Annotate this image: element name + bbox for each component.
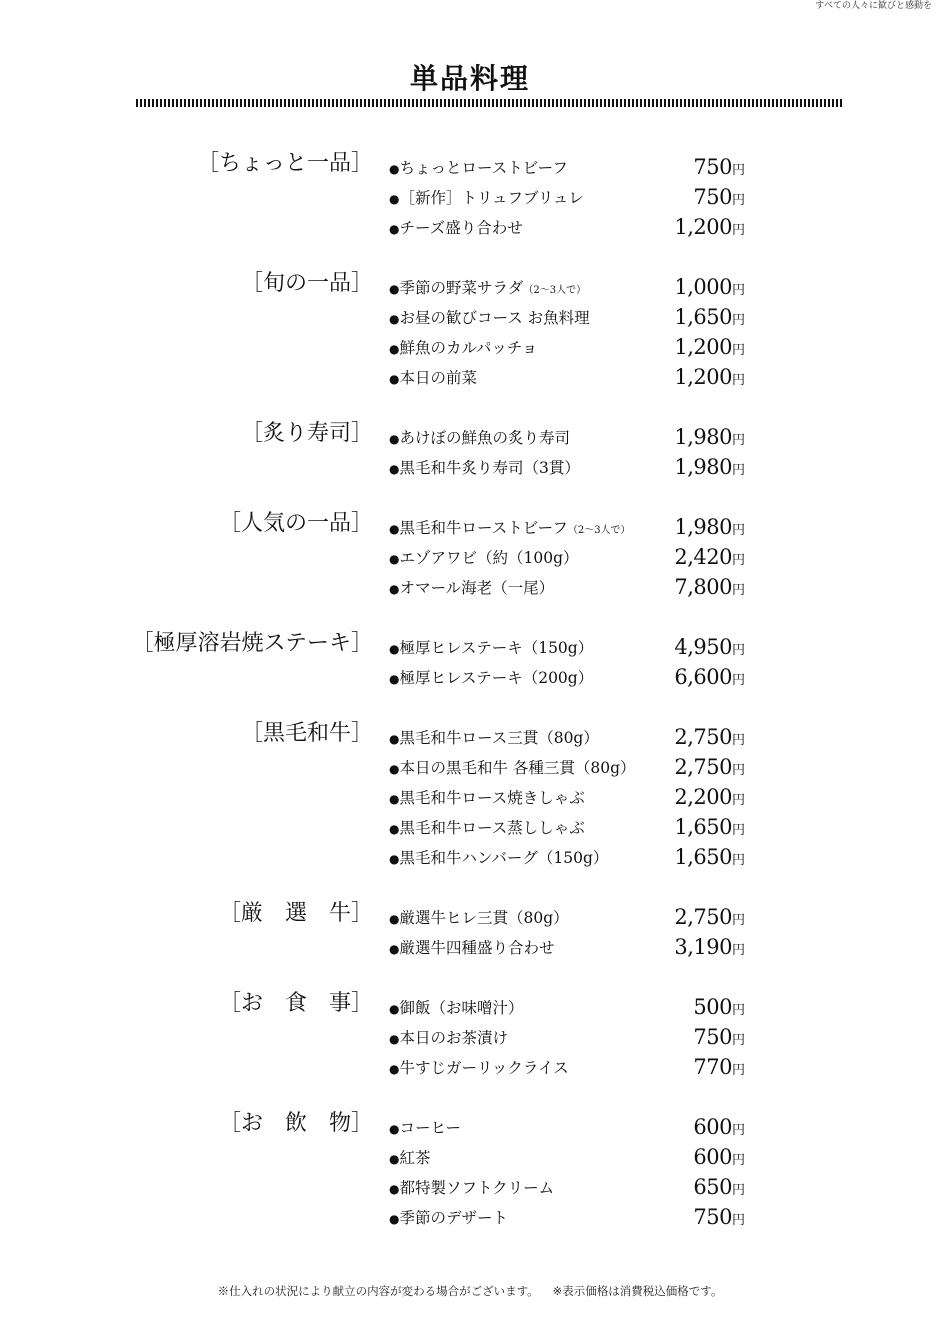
menu-item [389,332,745,362]
item-name-group [389,1206,508,1228]
item-name-group [389,426,570,448]
menu-item [389,272,745,302]
item-name-group [389,1176,554,1198]
menu-item [389,302,745,332]
item-price-group [693,1055,745,1079]
item-name-group [389,576,554,598]
item-name-group [389,216,523,238]
item-price: 1,200 [674,365,732,389]
bullet-icon: ● [389,552,400,566]
item-name: 厳選牛ヒレ三貫（80g） [399,909,569,927]
item-price-group [674,515,745,539]
item-name: 季節のデザート [399,1209,508,1227]
section-label: ［厳 選 牛］ [218,901,373,926]
bullet-icon: ● [389,822,400,836]
item-name-group [389,456,580,478]
currency-label: 円 [731,853,745,868]
menu-section [0,272,940,392]
section-label: ［お 飲 物］ [218,1111,373,1136]
menu-item [389,812,745,842]
item-price: 2,750 [674,905,732,929]
item-price: 1,650 [674,815,732,839]
item-name-group [389,936,555,958]
menu-item [389,572,745,602]
menu-section [0,152,940,242]
section-items [389,722,745,872]
currency-label: 円 [731,523,745,538]
item-price: 7,800 [674,575,732,599]
item-price-group [674,455,745,479]
menu-item [389,1142,745,1172]
item-name: 極厚ヒレステーキ（200g） [399,669,594,687]
footer [0,1283,940,1299]
item-name: 黒毛和牛ロース焼きしゃぶ [399,789,585,807]
menu-item [389,362,745,392]
section-label: ［お 食 事］ [218,991,373,1016]
item-name-group [389,186,584,208]
item-price: 650 [693,1175,732,1199]
item-price: 1,200 [674,335,732,359]
bullet-icon: ● [389,1062,400,1076]
item-name: 本日の前菜 [399,369,477,387]
item-price: 500 [693,995,732,1019]
section-label: ［旬の一品］ [240,271,373,296]
menu-item [389,902,745,932]
item-price: 770 [693,1055,732,1079]
currency-label: 円 [731,793,745,808]
item-name-group [389,336,537,358]
section-label: ［極厚溶岩焼ステーキ］ [131,631,373,656]
menu-section [0,1112,940,1232]
bullet-icon: ● [389,672,400,686]
menu-section [0,902,940,962]
item-price: 1,000 [674,275,732,299]
menu-item [389,1052,745,1082]
item-price: 600 [693,1145,732,1169]
item-price-group [674,305,745,329]
item-price-group [674,725,745,749]
currency-label: 円 [731,223,745,238]
bullet-icon: ● [389,282,400,296]
section-items [389,1112,745,1232]
section-items [389,992,745,1082]
currency-label: 円 [731,673,745,688]
item-price-group [674,755,745,779]
item-name-group [389,996,524,1018]
item-name: 黒毛和牛ローストビーフ [399,519,568,537]
item-name: エゾアワビ（約（100g） [399,549,579,567]
section-items [389,422,745,482]
item-price-group [674,905,745,929]
menu-item [389,152,745,182]
item-name-group [389,816,585,838]
currency-label: 円 [731,823,745,838]
item-price: 1,980 [674,425,732,449]
bullet-icon: ● [389,1122,400,1136]
item-price-group [674,575,745,599]
menu-section [0,632,940,692]
bullet-icon: ● [389,222,400,236]
item-name: 黒毛和牛ロース三貫（80g） [399,729,599,747]
item-price: 750 [693,1205,732,1229]
item-price: 750 [693,185,732,209]
currency-label: 円 [731,553,745,568]
section-label: ［炙り寿司］ [240,421,373,446]
item-price-group [693,1145,745,1169]
item-name: オマール海老（一尾） [399,579,555,597]
section-items [389,632,745,692]
item-name-group [389,156,568,178]
item-name-group [389,546,579,568]
item-price: 4,950 [674,635,732,659]
item-name: 黒毛和牛ハンバーグ（150g） [399,849,609,867]
bullet-icon: ● [389,342,400,356]
bullet-icon: ● [389,1152,400,1166]
currency-label: 円 [731,1123,745,1138]
bullet-icon: ● [389,762,400,776]
bullet-icon: ● [389,1002,400,1016]
menu-section [0,512,940,602]
item-name: 極厚ヒレステーキ（150g） [399,639,594,657]
menu-item [389,1112,745,1142]
item-price-group [674,275,745,299]
item-price-group [674,365,745,389]
currency-label: 円 [731,913,745,928]
item-price-group [674,845,745,869]
currency-label: 円 [731,1153,745,1168]
item-name: 鮮魚のカルパッチョ [399,339,538,357]
menu-item [389,782,745,812]
item-price: 1,650 [674,305,732,329]
bullet-icon: ● [389,792,400,806]
item-name-group [389,846,608,868]
item-name-group [389,756,636,778]
item-note: （2〜3人で） [567,525,631,536]
section-items [389,902,745,962]
item-price: 1,980 [674,455,732,479]
item-price: 3,190 [674,935,732,959]
currency-label: 円 [731,373,745,388]
bullet-icon: ● [389,582,400,596]
item-price-group [674,935,745,959]
footer-note-stock: ※仕入れの状況により献立の内容が変わる場合がございます。 [217,1284,539,1298]
menu-item [389,632,745,662]
bullet-icon: ● [389,522,400,536]
menu-item [389,992,745,1022]
currency-label: 円 [731,1183,745,1198]
section-label: ［黒毛和牛］ [240,721,373,746]
currency-label: 円 [731,733,745,748]
menu-item [389,182,745,212]
item-price-group [674,545,745,569]
menu-item [389,1202,745,1232]
currency-label: 円 [731,763,745,778]
item-name: チーズ盛り合わせ [399,219,523,237]
item-name: ［新作］トリュフブリュレ [399,189,584,207]
item-name: 本日の黒毛和牛 各種三貫（80g） [399,759,636,777]
bullet-icon: ● [389,852,400,866]
item-name-group [389,1026,508,1048]
menu-section [0,992,940,1082]
tagline: すべての人々に歓びと感動を [815,1,932,11]
currency-label: 円 [731,463,745,478]
menu-item [389,662,745,692]
item-name-group [389,276,586,298]
bullet-icon: ● [389,162,400,176]
currency-label: 円 [731,193,745,208]
menu-section [0,722,940,872]
item-name: 黒毛和牛ロース蒸ししゃぶ [399,819,585,837]
currency-label: 円 [731,643,745,658]
bullet-icon: ● [389,942,400,956]
menu-item [389,212,745,242]
item-name-group [389,1116,461,1138]
currency-label: 円 [731,583,745,598]
bullet-icon: ● [389,432,400,446]
item-name: コーヒー [399,1119,461,1137]
item-name: 牛すじガーリックライス [399,1059,569,1077]
bullet-icon: ● [389,732,400,746]
item-name: ちょっとローストビーフ [399,159,568,177]
item-price: 1,980 [674,515,732,539]
item-price-group [674,335,745,359]
menu-item [389,542,745,572]
section-items [389,152,745,242]
item-price: 1,650 [674,845,732,869]
item-name: あけぼの鮮魚の炙り寿司 [399,429,570,447]
menu-item [389,932,745,962]
section-label: ［ちょっと一品］ [196,151,373,176]
item-price-group [693,155,745,179]
section-items [389,272,745,392]
item-price: 750 [693,1025,732,1049]
item-name: 都特製ソフトクリーム [399,1179,555,1197]
currency-label: 円 [731,283,745,298]
menu-item [389,512,745,542]
item-name-group [389,1056,569,1078]
bullet-icon: ● [389,312,400,326]
bullet-icon: ● [389,192,400,206]
item-price: 2,200 [674,785,732,809]
bullet-icon: ● [389,1032,400,1046]
item-name-group [389,1146,431,1168]
menu-section [0,422,940,482]
bullet-icon: ● [389,372,400,386]
item-name: 季節の野菜サラダ [399,279,524,297]
item-price-group [674,215,745,239]
item-price: 2,750 [674,755,732,779]
currency-label: 円 [731,313,745,328]
item-name: 厳選牛四種盛り合わせ [399,939,555,957]
item-name-group [389,786,585,808]
item-price-group [674,815,745,839]
item-price-group [674,635,745,659]
title-divider [136,99,844,107]
menu-item [389,1022,745,1052]
item-name-group [389,666,593,688]
item-price-group [674,785,745,809]
item-price-group [693,185,745,209]
section-label: ［人気の一品］ [218,511,373,536]
item-price-group [693,1025,745,1049]
bullet-icon: ● [389,1182,400,1196]
bullet-icon: ● [389,642,400,656]
item-price: 2,420 [674,545,732,569]
menu-item [389,1172,745,1202]
item-price: 750 [693,155,732,179]
menu-item [389,752,745,782]
bullet-icon: ● [389,912,400,926]
item-note: （2〜3人で） [523,285,587,296]
footer-note-tax: ※表示価格は消費税込価格です。 [552,1284,723,1298]
menu-item [389,842,745,872]
item-name-group [389,726,599,748]
item-price-group [674,425,745,449]
item-price-group [693,995,745,1019]
item-price: 1,200 [674,215,732,239]
bullet-icon: ● [389,462,400,476]
currency-label: 円 [731,343,745,358]
menu-list [0,152,940,1262]
item-name-group [389,366,477,388]
item-price: 2,750 [674,725,732,749]
menu-item [389,422,745,452]
item-name-group [389,906,569,928]
currency-label: 円 [731,163,745,178]
currency-label: 円 [731,1033,745,1048]
item-name-group [389,516,631,538]
bullet-icon: ● [389,1212,400,1226]
item-price-group [693,1205,745,1229]
item-price-group [693,1175,745,1199]
item-price: 600 [693,1115,732,1139]
currency-label: 円 [731,943,745,958]
currency-label: 円 [731,1003,745,1018]
menu-item [389,452,745,482]
page-title: 単品料理 [409,62,530,95]
item-name: 御飯（お味噌汁） [399,999,524,1017]
currency-label: 円 [731,1063,745,1078]
item-name: お昼の歓びコース お魚料理 [399,309,590,327]
currency-label: 円 [731,1213,745,1228]
item-name: 黒毛和牛炙り寿司（3貫） [399,459,580,477]
item-name-group [389,636,593,658]
item-price: 6,600 [674,665,732,689]
item-name: 紅茶 [399,1149,431,1167]
item-name-group [389,306,590,328]
item-price-group [674,665,745,689]
item-price-group [693,1115,745,1139]
item-name: 本日のお茶漬け [399,1029,508,1047]
currency-label: 円 [731,433,745,448]
menu-item [389,722,745,752]
section-items [389,512,745,602]
